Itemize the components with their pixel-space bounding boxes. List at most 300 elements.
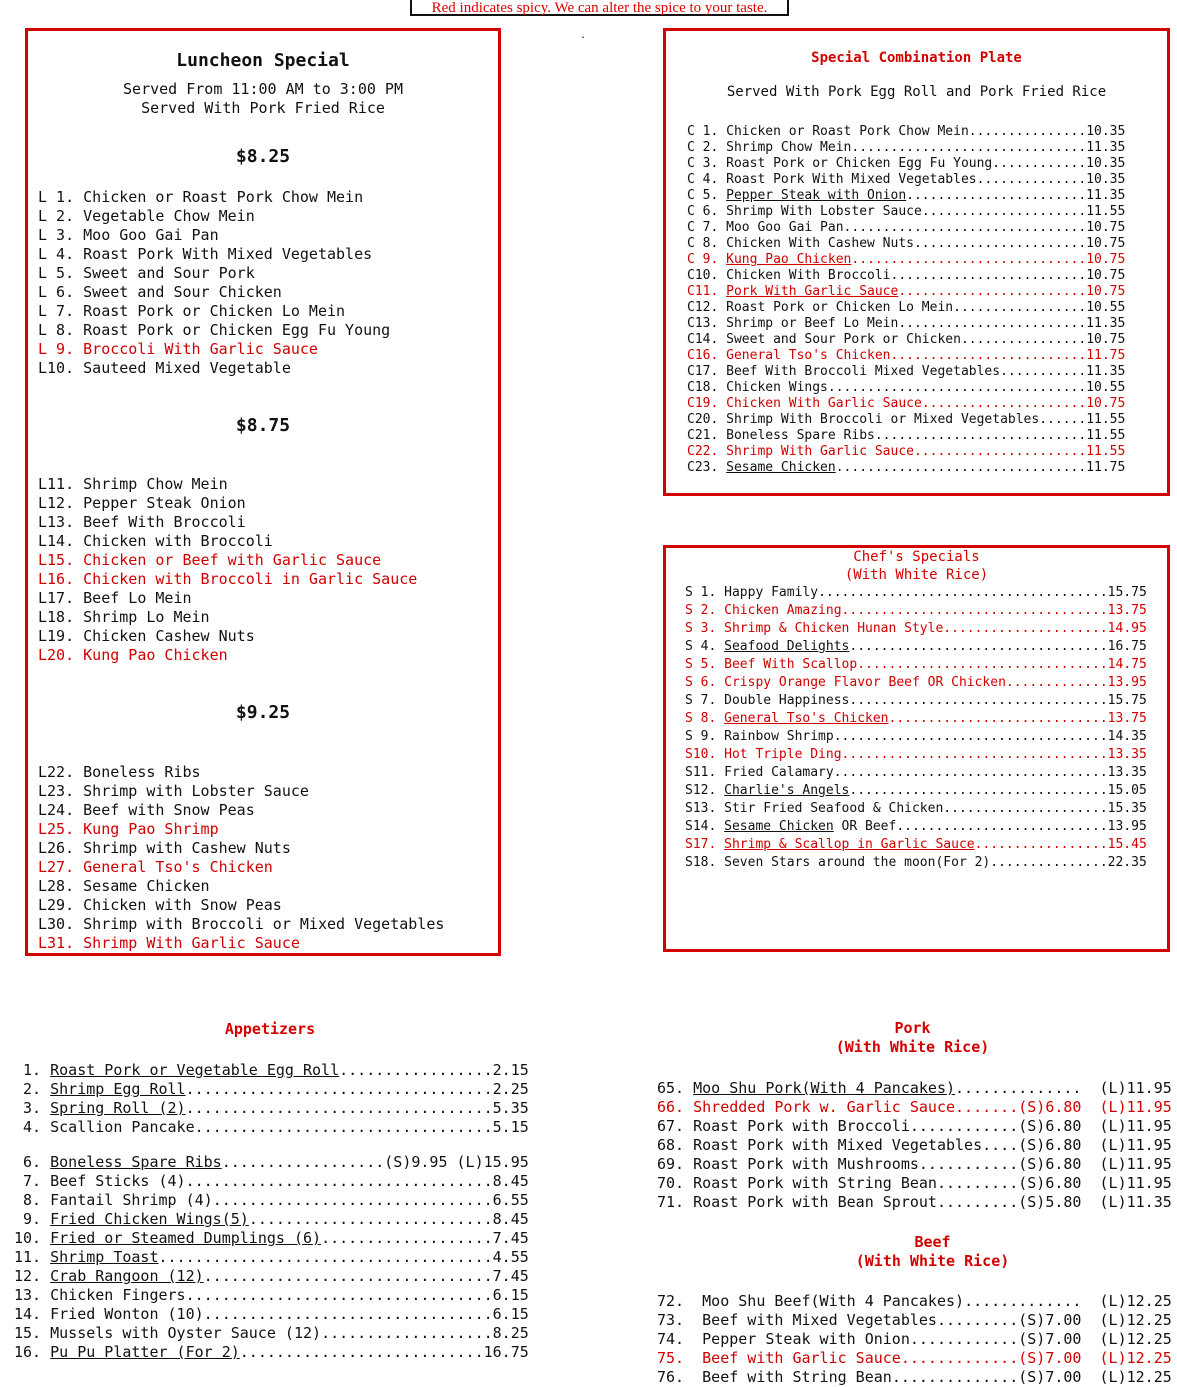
menu-item (657, 1349, 1172, 1368)
menu-item (38, 245, 390, 264)
item-name: Sesame Chicken (724, 819, 834, 834)
item-price-large: (L)11.95 (1081, 1136, 1172, 1154)
dot-mark: . (580, 30, 587, 41)
combination-title: Special Combination Plate (811, 50, 1022, 66)
item-code: C 4. (687, 172, 727, 187)
item-number: 70. (657, 1174, 694, 1192)
item-name: Happy Family (724, 585, 819, 600)
item-name: Charlie's Angels (724, 783, 850, 798)
item-code: S10. (685, 747, 725, 762)
item-number: 1. (14, 1061, 51, 1079)
item-name: Stir Fried Seafood & Chicken (724, 801, 944, 816)
menu-item (657, 1098, 1172, 1117)
menu-item (657, 1193, 1172, 1212)
item-name: Chicken Amazing (724, 603, 842, 618)
item-number: 8. (14, 1191, 51, 1209)
item-code: L17. (38, 589, 84, 607)
dot-leader: ..................... (921, 396, 1087, 411)
menu-item (38, 896, 444, 915)
item-price-large: (L)12.25 (1081, 1292, 1172, 1310)
item-name: General Tso's Chicken (726, 348, 891, 363)
item-code: C11. (687, 284, 727, 299)
menu-item (38, 839, 444, 858)
menu-item (685, 782, 1147, 800)
item-code: L29. (38, 896, 84, 914)
dot-leader: ............. (900, 1349, 1019, 1367)
menu-item (38, 877, 444, 896)
item-code: S17. (685, 837, 725, 852)
item-name: Chicken with Snow Peas (83, 896, 282, 914)
item-number: 6. (14, 1153, 51, 1171)
item-code: L 4. (38, 245, 84, 263)
item-code: C23. (687, 460, 727, 475)
item-price-large: (L)12.25 (1081, 1311, 1172, 1329)
menu-item (38, 589, 417, 608)
beef-title (820, 1233, 1045, 1271)
luncheon-special-box (25, 28, 501, 956)
item-name: Scallion Pancake (50, 1118, 195, 1136)
item-name: Beef Lo Mein (83, 589, 192, 607)
item-name: Rainbow Shrimp (724, 729, 834, 744)
item-price: 8.45 (492, 1172, 529, 1190)
item-price: 11.35 (1086, 364, 1126, 379)
item-code: C 2. (687, 140, 727, 155)
menu-item (38, 782, 444, 801)
item-name: Kung Pao Shrimp (83, 820, 219, 838)
dot-leader: ................................... (833, 729, 1108, 744)
item-price-small: (S)6.80 (1018, 1098, 1082, 1116)
item-code: S 3. (685, 621, 725, 636)
menu-item (38, 608, 417, 627)
item-code: L 2. (38, 207, 84, 225)
item-name: Roast Pork with Mixed Vegetables (693, 1136, 983, 1154)
item-code: C 1. (687, 124, 727, 139)
item-number: 10. (14, 1229, 51, 1247)
menu-item (685, 656, 1147, 674)
menu-item (687, 444, 1125, 460)
item-name: Beef With Broccoli Mixed Vegetables (726, 364, 1001, 379)
menu-item (687, 412, 1125, 428)
item-name: Moo Goo Gai Pan (83, 226, 219, 244)
price-heading: $8.75 (235, 415, 291, 436)
item-name: Chicken with Broccoli (83, 532, 273, 550)
item-code: L26. (38, 839, 84, 857)
menu-item (14, 1099, 529, 1118)
item-name: Chicken Cashew Nuts (83, 627, 255, 645)
dot-leader: ............................... (843, 220, 1087, 235)
menu-item (38, 283, 390, 302)
item-number: 12. (14, 1267, 51, 1285)
menu-item (38, 532, 417, 551)
item-price-large: (L)11.95 (1081, 1155, 1172, 1173)
dot-leader: ........................ (898, 284, 1087, 299)
item-name: Boneless Spare Ribs (726, 428, 875, 443)
item-code: C14. (687, 332, 727, 347)
item-code: S12. (685, 783, 725, 798)
item-name: Kung Pao Chicken (726, 252, 852, 267)
item-name: Beef Sticks (4) (50, 1172, 186, 1190)
menu-item (687, 284, 1125, 300)
item-name: Chicken With Cashew Nuts (726, 236, 914, 251)
dot-leader: ................. (974, 837, 1108, 852)
chefs-specials-title: Chef's Specials (853, 549, 980, 565)
item-price: 8.45 (492, 1210, 529, 1228)
dot-leader: ................................. (849, 639, 1108, 654)
item-name: Fried Chicken Wings(5) (50, 1210, 249, 1228)
menu-item (687, 220, 1125, 236)
item-code: C22. (687, 444, 727, 459)
dot-leader: ........... (1000, 364, 1087, 379)
menu-item (38, 226, 390, 245)
dot-leader: ........................... (239, 1343, 484, 1361)
item-code: S 4. (685, 639, 725, 654)
item-code: C 5. (687, 188, 727, 203)
item-code: S 8. (685, 711, 725, 726)
dot-leader: ................................ (835, 460, 1087, 475)
item-code: C20. (687, 412, 727, 427)
dot-leader: ................................ (203, 1267, 493, 1285)
menu-item (14, 1286, 529, 1305)
menu-item (38, 627, 417, 646)
dot-leader: ................................. (194, 1118, 493, 1136)
item-price: 13.75 (1107, 603, 1147, 618)
item-name: Sesame Chicken (83, 877, 210, 895)
menu-item (687, 428, 1125, 444)
beef-title-line2: (With White Rice) (855, 1252, 1010, 1270)
item-price: 5.35 (492, 1099, 529, 1117)
menu-item (657, 1079, 1172, 1098)
item-code: L31. (38, 934, 84, 952)
item-code: S13. (685, 801, 725, 816)
item-name: Hot Triple Ding (724, 747, 842, 762)
dot-leader: ................................. (827, 380, 1087, 395)
luncheon-served-from: Served From 11:00 AM to 3:00 PM (123, 80, 403, 98)
item-code: S 1. (685, 585, 725, 600)
menu-item (657, 1368, 1172, 1387)
menu-item (14, 1267, 529, 1286)
item-name: Pepper Steak with Onion (702, 1330, 910, 1348)
item-price-large: (L)11.35 (1081, 1193, 1172, 1211)
item-price: 14.95 (1107, 621, 1147, 636)
item-name: Beef With Broccoli (83, 513, 246, 531)
item-price-large: (L)11.95 (1081, 1174, 1172, 1192)
item-number: 71. (657, 1193, 694, 1211)
menu-item (38, 321, 390, 340)
dot-leader: .............. (891, 1368, 1019, 1386)
item-price: 15.75 (1107, 693, 1147, 708)
item-price-large: (L)11.95 (1081, 1117, 1172, 1135)
menu-item (687, 396, 1125, 412)
menu-item (14, 1305, 529, 1324)
item-name: Chicken or Roast Pork Chow Mein (83, 188, 364, 206)
dot-leader: ........................... (874, 428, 1087, 443)
menu-item (14, 1118, 529, 1137)
menu-item (685, 764, 1147, 782)
item-price-large: (L)12.25 (1081, 1330, 1172, 1348)
item-price: 2.15 (492, 1061, 529, 1079)
item-code: S 9. (685, 729, 725, 744)
menu-item (657, 1136, 1172, 1155)
item-name: Chicken or Roast Pork Chow Mein (726, 124, 969, 139)
item-price: 10.75 (1086, 220, 1126, 235)
item-name: Broccoli With Garlic Sauce (83, 340, 318, 358)
item-code: L27. (38, 858, 84, 876)
menu-item (685, 836, 1147, 854)
item-price: 7.45 (492, 1267, 529, 1285)
beef-list (657, 1292, 1172, 1387)
item-number: 16. (14, 1343, 51, 1361)
item-price: 11.55 (1086, 204, 1126, 219)
item-number: 11. (14, 1248, 51, 1266)
combination-list (687, 124, 1125, 476)
item-name: Sweet and Sour Chicken (83, 283, 282, 301)
item-name: Shrimp with Cashew Nuts (83, 839, 291, 857)
menu-item (657, 1330, 1172, 1349)
item-price: 11.35 (1086, 140, 1126, 155)
dot-leader: ..................... (921, 204, 1087, 219)
menu-item (687, 332, 1125, 348)
item-code: L18. (38, 608, 84, 626)
menu-item (685, 818, 1147, 836)
item-name: Roast Pork With Mixed Vegetables (83, 245, 373, 263)
appetizers-list (14, 1061, 529, 1362)
menu-item (38, 763, 444, 782)
menu-item (14, 1191, 529, 1210)
menu-item (14, 1343, 529, 1362)
item-code: L22. (38, 763, 84, 781)
item-name: Shrimp or Beef Lo Mein (726, 316, 899, 331)
dot-leader: ...... (1039, 412, 1087, 427)
menu-item (657, 1174, 1172, 1193)
menu-item (687, 460, 1125, 476)
menu-item (14, 1229, 529, 1248)
dot-leader: ..................................... (818, 585, 1108, 600)
item-code: L14. (38, 532, 84, 550)
dot-leader: .................................. (185, 1099, 493, 1117)
dot-leader: ................... (321, 1229, 493, 1247)
item-name: Roast Pork With Mixed Vegetables (726, 172, 977, 187)
menu-item (14, 1080, 529, 1099)
item-name: Chicken With Broccoli (726, 268, 891, 283)
item-code: L15. (38, 551, 84, 569)
item-name: Beef with String Bean (702, 1368, 892, 1386)
menu-item (38, 801, 444, 820)
dot-leader: .............. (955, 1079, 1082, 1097)
item-number: 75. (657, 1349, 703, 1367)
item-price: 10.35 (1086, 172, 1126, 187)
menu-item (14, 1210, 529, 1229)
luncheon-title: Luncheon Special (176, 50, 350, 71)
item-code: L28. (38, 877, 84, 895)
item-price: 13.95 (1107, 819, 1147, 834)
item-code: L 7. (38, 302, 84, 320)
menu-item (38, 915, 444, 934)
price-heading: $8.25 (235, 146, 291, 167)
item-code: L23. (38, 782, 84, 800)
dot-leader: ......................... (890, 348, 1087, 363)
dot-leader: ................. (953, 300, 1087, 315)
item-name: Shredded Pork w. Garlic Sauce (693, 1098, 956, 1116)
item-name: Double Happiness (724, 693, 850, 708)
spicy-notice: Red indicates spicy. We can alter the spice to your taste. (410, 0, 789, 16)
item-code: S 7. (685, 693, 725, 708)
item-number: 65. (657, 1079, 694, 1097)
item-price-large: (L)12.25 (1081, 1349, 1172, 1367)
item-price: 6.15 (492, 1305, 529, 1323)
menu-item (687, 124, 1125, 140)
item-name: Roast Pork or Chicken Egg Fu Young (83, 321, 391, 339)
item-price: 10.75 (1086, 236, 1126, 251)
item-price: 15.75 (1107, 585, 1147, 600)
item-price: 11.55 (1086, 412, 1126, 427)
dot-leader: ....................... (906, 188, 1087, 203)
item-name: Beef with Mixed Vegetables (702, 1311, 937, 1329)
menu-item (685, 674, 1147, 692)
item-code: C17. (687, 364, 727, 379)
dot-leader: ............................ (888, 711, 1108, 726)
item-name: Chicken or Beef with Garlic Sauce (83, 551, 382, 569)
item-code: S 6. (685, 675, 725, 690)
item-price: 10.75 (1086, 268, 1126, 283)
item-name: Seven Stars around the moon(For 2) (724, 855, 991, 870)
item-name: Shrimp Toast (50, 1248, 159, 1266)
price-heading: $9.25 (235, 702, 291, 723)
item-name: Shrimp Lo Mein (83, 608, 210, 626)
item-name: Pu Pu Platter (For 2) (50, 1343, 240, 1361)
item-name: Sweet and Sour Pork (83, 264, 255, 282)
item-price: 10.75 (1086, 332, 1126, 347)
item-price: 5.15 (492, 1118, 529, 1136)
combination-served-with: Served With Pork Egg Roll and Pork Fried Rice (726, 84, 1107, 100)
item-price: 13.75 (1107, 711, 1147, 726)
item-code: C 3. (687, 156, 727, 171)
item-name: Shrimp With Garlic Sauce (726, 444, 914, 459)
item-code: C21. (687, 428, 727, 443)
menu-item (38, 820, 444, 839)
item-code: L24. (38, 801, 84, 819)
dot-leader: ............. (1005, 675, 1108, 690)
menu-item (687, 140, 1125, 156)
item-price: 14.75 (1107, 657, 1147, 672)
menu-item (38, 646, 417, 665)
item-price-large: (L)11.95 (1081, 1098, 1172, 1116)
menu-item (687, 380, 1125, 396)
item-name: Mussels with Oyster Sauce (12) (50, 1324, 322, 1342)
item-name: Shrimp with Lobster Sauce (83, 782, 309, 800)
dot-leader: .............................. (851, 140, 1087, 155)
dot-leader: ...................... (913, 236, 1087, 251)
beef-title-line1: Beef (914, 1233, 951, 1251)
menu-item (685, 728, 1147, 746)
menu-item (38, 264, 390, 283)
item-name: Seafood Delights (724, 639, 850, 654)
item-price: 13.35 (1107, 765, 1147, 780)
menu-item (38, 359, 390, 378)
item-name: Roast Pork with String Bean (693, 1174, 937, 1192)
dot-leader: ................... (321, 1324, 493, 1342)
item-name: Shrimp Chow Mein (83, 475, 228, 493)
menu-item (685, 584, 1147, 602)
item-code: L10. (38, 359, 84, 377)
menu-item (38, 513, 417, 532)
item-name: Sauteed Mixed Vegetable (83, 359, 291, 377)
menu-item (38, 494, 417, 513)
luncheon-list (38, 188, 390, 378)
item-name: Kung Pao Chicken (83, 646, 228, 664)
dot-leader: .............. (976, 172, 1087, 187)
dot-leader: ......... (936, 1174, 1019, 1192)
menu-item (687, 268, 1125, 284)
menu-item (687, 172, 1125, 188)
item-name: Beef With Scallop (724, 657, 858, 672)
item-price: 16.75 (483, 1343, 529, 1361)
item-name: Shrimp & Scallop in Garlic Sauce (724, 837, 975, 852)
item-name: Chicken Wings (726, 380, 828, 395)
luncheon-list (38, 475, 417, 665)
dot-leader: ................................ (857, 657, 1108, 672)
dot-leader: ................................. (849, 783, 1108, 798)
menu-item (38, 858, 444, 877)
item-price: 10.35 (1086, 124, 1126, 139)
menu-item (685, 692, 1147, 710)
item-number: 69. (657, 1155, 694, 1173)
item-number: 72. (657, 1292, 703, 1310)
item-name: Shrimp Egg Roll (50, 1080, 186, 1098)
menu-item (657, 1292, 1172, 1311)
menu-item (685, 854, 1147, 872)
menu-item (687, 156, 1125, 172)
dot-leader: ............. (964, 1292, 1082, 1310)
item-name: Beef with Garlic Sauce (702, 1349, 901, 1367)
item-price: 6.15 (492, 1286, 529, 1304)
menu-item (38, 340, 390, 359)
item-price: 11.75 (1086, 460, 1126, 475)
item-number: 13. (14, 1286, 51, 1304)
dot-leader: ..................... (943, 621, 1108, 636)
item-code: L30. (38, 915, 84, 933)
item-price: 11.55 (1086, 428, 1126, 443)
item-price-small: (S)6.80 (1018, 1136, 1082, 1154)
item-price-small: (S)6.80 (1018, 1117, 1082, 1135)
dot-leader: ............ (992, 156, 1087, 171)
item-price: 7.45 (492, 1229, 529, 1247)
chefs-specials-subtitle: (With White Rice) (844, 567, 989, 583)
item-price: 13.95 (1107, 675, 1147, 690)
item-name: Roast Pork or Vegetable Egg Roll (50, 1061, 340, 1079)
item-price-small: (S)6.80 (1018, 1155, 1082, 1173)
item-name: Roast Pork or Chicken Lo Mein (83, 302, 346, 320)
menu-item (38, 934, 444, 953)
item-price: 15.35 (1107, 801, 1147, 816)
menu-item (687, 300, 1125, 316)
chefs-specials-box (663, 545, 1170, 952)
item-code: S18. (685, 855, 725, 870)
item-code: C 7. (687, 220, 727, 235)
menu-item (687, 188, 1125, 204)
item-price-small: (S)7.00 (1018, 1330, 1082, 1348)
item-price: 10.55 (1086, 300, 1126, 315)
item-name: Chicken With Garlic Sauce (726, 396, 922, 411)
dot-leader: ........................... (896, 819, 1108, 834)
item-code: L20. (38, 646, 84, 664)
item-price: (S)9.95 (L)15.95 (384, 1153, 529, 1171)
dot-leader: ................ (960, 332, 1087, 347)
item-price: 10.35 (1086, 156, 1126, 171)
dot-leader: .................................. (185, 1286, 493, 1304)
item-number: 73. (657, 1311, 703, 1329)
item-price-small: (S)7.00 (1018, 1311, 1082, 1329)
item-price: 14.35 (1107, 729, 1147, 744)
